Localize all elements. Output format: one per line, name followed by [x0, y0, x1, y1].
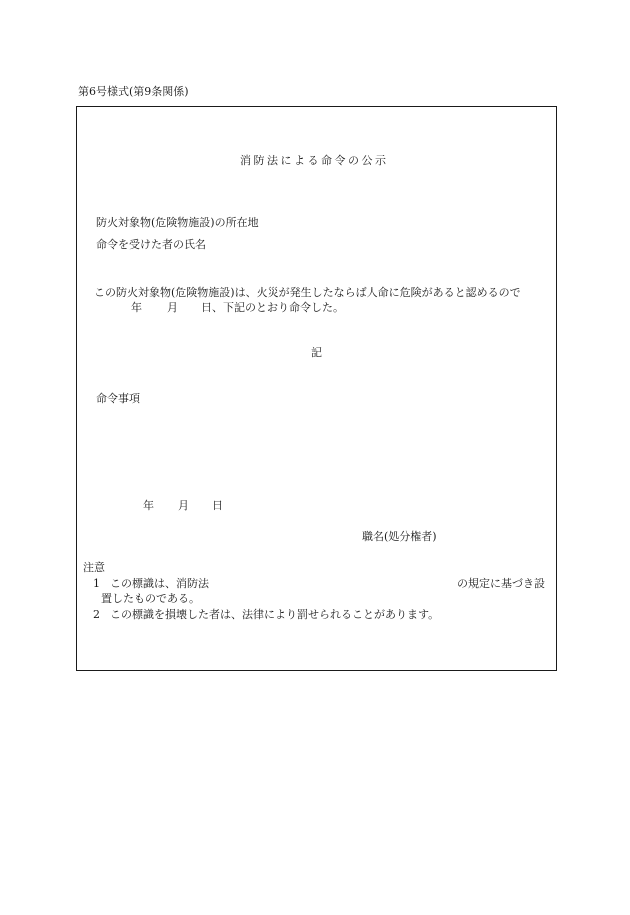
notice-title: 消防法による命令の公示 [240, 154, 389, 167]
statement-month: 月 [167, 301, 178, 314]
note-2-number: 2 [93, 608, 100, 621]
recipient-name-label: 命令を受けた者の氏名 [96, 238, 206, 251]
date-day: 日 [212, 499, 223, 512]
statement-day-clause: 日、下記のとおり命令した。 [201, 301, 344, 314]
notes-heading: 注意 [83, 561, 105, 574]
note-1-continuation: 置したものである。 [101, 592, 200, 605]
form-number-label: 第6号様式(第9条関係) [78, 85, 189, 98]
order-items-label: 命令事項 [96, 392, 140, 405]
statement-line-1: この防火対象物(危険物施設)は、火災が発生したならば人命に危険があると認めるので [94, 286, 521, 299]
note-1-tail: の規定に基づき設 [457, 577, 545, 590]
date-month: 月 [178, 499, 189, 512]
ki-marker: 記 [311, 346, 322, 359]
date-year: 年 [143, 499, 154, 512]
note-2-text: この標識を損壊した者は、法律により罰せられることがあります。 [110, 608, 440, 621]
statement-year: 年 [131, 301, 142, 314]
note-1-text: この標識は、消防法 [110, 577, 209, 590]
note-1-number: 1 [93, 577, 100, 590]
official-title-label: 職名(処分権者) [362, 530, 437, 543]
location-label: 防火対象物(危険物施設)の所在地 [96, 216, 259, 229]
